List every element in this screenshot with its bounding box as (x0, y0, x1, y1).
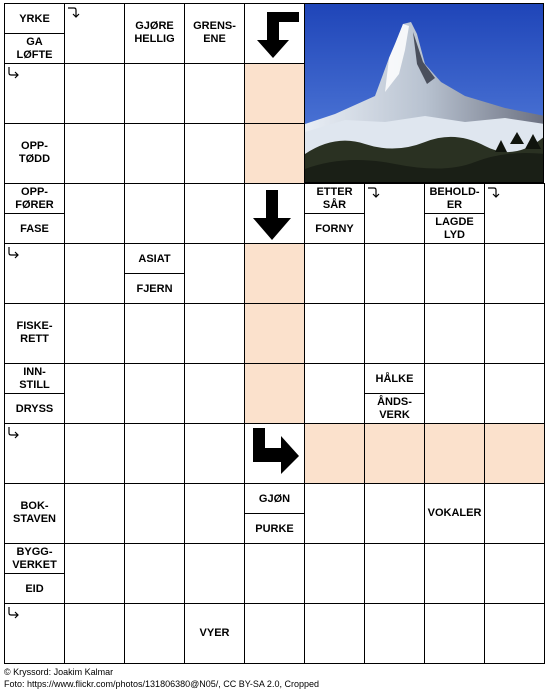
clue-cell (364, 363, 425, 424)
clue-asiat: ASIAT (138, 252, 171, 265)
answer-cell[interactable] (64, 63, 125, 124)
right-turn-mark-icon (7, 426, 21, 440)
answer-cell[interactable] (484, 483, 545, 544)
answer-cell[interactable] (184, 543, 245, 604)
highlighted-answer-cell[interactable] (364, 423, 425, 484)
answer-cell[interactable] (124, 123, 185, 184)
answer-cell[interactable] (184, 243, 245, 304)
highlighted-answer-cell[interactable] (484, 423, 545, 484)
clue-beholder: BEHOLD- ER (429, 186, 480, 211)
highlighted-answer-cell[interactable] (304, 423, 365, 484)
right-turn-mark-icon (7, 606, 21, 620)
clue-cell (424, 483, 485, 544)
clue-cell (4, 3, 65, 64)
clue-cell (4, 543, 65, 604)
answer-cell[interactable] (64, 303, 125, 364)
author-credit: © Kryssord: Joakim Kalmar (4, 667, 114, 677)
answer-cell[interactable] (304, 303, 365, 364)
right-turn-mark-icon (7, 246, 21, 260)
answer-cell[interactable] (64, 123, 125, 184)
clue-vokaler: VOKALER (427, 506, 482, 519)
right-turn-mark-icon (7, 66, 21, 80)
answer-cell[interactable] (484, 543, 545, 604)
clue-grensene: GRENS- ENE (193, 20, 236, 45)
answer-cell[interactable] (64, 183, 125, 244)
answer-cell[interactable] (304, 543, 365, 604)
clue-cell (4, 183, 65, 244)
answer-cell[interactable] (364, 603, 425, 664)
answer-cell[interactable] (124, 303, 185, 364)
arrow-cell (244, 183, 305, 244)
clue-cell (184, 3, 245, 64)
clue-andsverk: ÅNDS- VERK (377, 396, 412, 421)
answer-cell[interactable] (304, 603, 365, 664)
answer-cell[interactable] (424, 363, 485, 424)
clue-halke: HÅLKE (375, 372, 414, 385)
down-turn-mark-icon (487, 186, 501, 200)
highlighted-answer-cell[interactable] (244, 243, 305, 304)
answer-cell[interactable] (424, 243, 485, 304)
answer-cell[interactable] (244, 543, 305, 604)
clue-ga-lofte: GA LØFTE (16, 36, 53, 61)
clue-gjon: GJØN (258, 492, 291, 505)
answer-cell[interactable] (424, 303, 485, 364)
answer-cell[interactable] (184, 303, 245, 364)
clue-opptodd: OPP- TØDD (18, 140, 51, 165)
answer-cell[interactable] (184, 363, 245, 424)
answer-cell[interactable] (304, 363, 365, 424)
crossword-grid (4, 3, 544, 663)
answer-cell[interactable] (484, 603, 545, 664)
answer-cell[interactable] (124, 483, 185, 544)
answer-cell[interactable] (124, 543, 185, 604)
answer-cell[interactable] (364, 483, 425, 544)
answer-cell[interactable] (304, 483, 365, 544)
answer-cell[interactable] (184, 423, 245, 484)
credits (4, 666, 319, 690)
down-turn-mark-icon (367, 186, 381, 200)
highlighted-answer-cell[interactable] (244, 363, 305, 424)
down-arrow-icon (245, 184, 303, 242)
photo-credit: Foto: https://www.flickr.com/photos/131806380@N05/, CC BY-SA 2.0, Cropped (4, 679, 319, 689)
mountain-photo (304, 3, 544, 183)
answer-cell[interactable] (484, 303, 545, 364)
arrow-cell (244, 3, 305, 64)
answer-cell[interactable] (184, 183, 245, 244)
answer-cell[interactable] (244, 603, 305, 664)
clue-fase: FASE (20, 222, 49, 235)
answer-cell[interactable] (124, 63, 185, 124)
clue-cell (4, 303, 65, 364)
clue-eid: EID (25, 582, 44, 595)
clue-fjern: FJERN (136, 282, 173, 295)
clue-cell (244, 483, 305, 544)
answer-cell[interactable] (64, 603, 125, 664)
arrow-cell (244, 423, 305, 484)
answer-cell[interactable] (124, 183, 185, 244)
clue-cell (184, 603, 245, 664)
clue-bokstaven: BOK- STAVEN (13, 500, 56, 525)
clue-cell (124, 3, 185, 64)
answer-cell[interactable] (64, 363, 125, 424)
answer-cell[interactable] (124, 363, 185, 424)
answer-cell[interactable] (124, 603, 185, 664)
clue-cell (124, 243, 185, 304)
answer-cell[interactable] (424, 603, 485, 664)
answer-cell[interactable] (484, 243, 545, 304)
clue-cell (304, 183, 365, 244)
clue-forny: FORNY (315, 222, 354, 235)
highlighted-answer-cell[interactable] (424, 423, 485, 484)
clue-byggverket: BYGG- VERKET (12, 546, 57, 571)
clue-gjore-hellig: GJØRE HELLIG (134, 20, 175, 45)
answer-cell[interactable] (364, 543, 425, 604)
answer-cell[interactable] (364, 243, 425, 304)
clue-lagde-lyd: LAGDE LYD (435, 216, 474, 241)
down-turn-mark-icon (67, 6, 81, 20)
clue-purke: PURKE (255, 522, 294, 535)
turn-down-arrow-icon (245, 4, 303, 62)
answer-cell[interactable] (364, 303, 425, 364)
clue-dryss: DRYSS (15, 402, 54, 415)
clue-cell (4, 483, 65, 544)
answer-cell[interactable] (124, 423, 185, 484)
turn-right-arrow-icon (245, 424, 303, 482)
clue-cell (4, 363, 65, 424)
answer-cell[interactable] (304, 243, 365, 304)
clue-oppforer: OPP- FØRER (15, 186, 54, 211)
clue-cell (424, 183, 485, 244)
answer-cell[interactable] (184, 123, 245, 184)
answer-cell[interactable] (64, 543, 125, 604)
answer-cell[interactable] (184, 63, 245, 124)
mountain-peak-image (305, 4, 544, 183)
clue-yrke: YRKE (19, 12, 50, 25)
answer-cell[interactable] (184, 483, 245, 544)
answer-cell[interactable] (64, 483, 125, 544)
answer-cell[interactable] (64, 243, 125, 304)
answer-cell[interactable] (484, 363, 545, 424)
highlighted-answer-cell[interactable] (244, 63, 305, 124)
clue-ettersar: ETTER SÅR (316, 186, 353, 211)
clue-fiskerett: FISKE- RETT (16, 320, 53, 345)
highlighted-answer-cell[interactable] (244, 303, 305, 364)
clue-cell (4, 123, 65, 184)
highlighted-answer-cell[interactable] (244, 123, 305, 184)
answer-cell[interactable] (424, 543, 485, 604)
clue-innstill: INN- STILL (19, 366, 50, 391)
clue-vyer: VYER (199, 626, 230, 639)
answer-cell[interactable] (64, 423, 125, 484)
